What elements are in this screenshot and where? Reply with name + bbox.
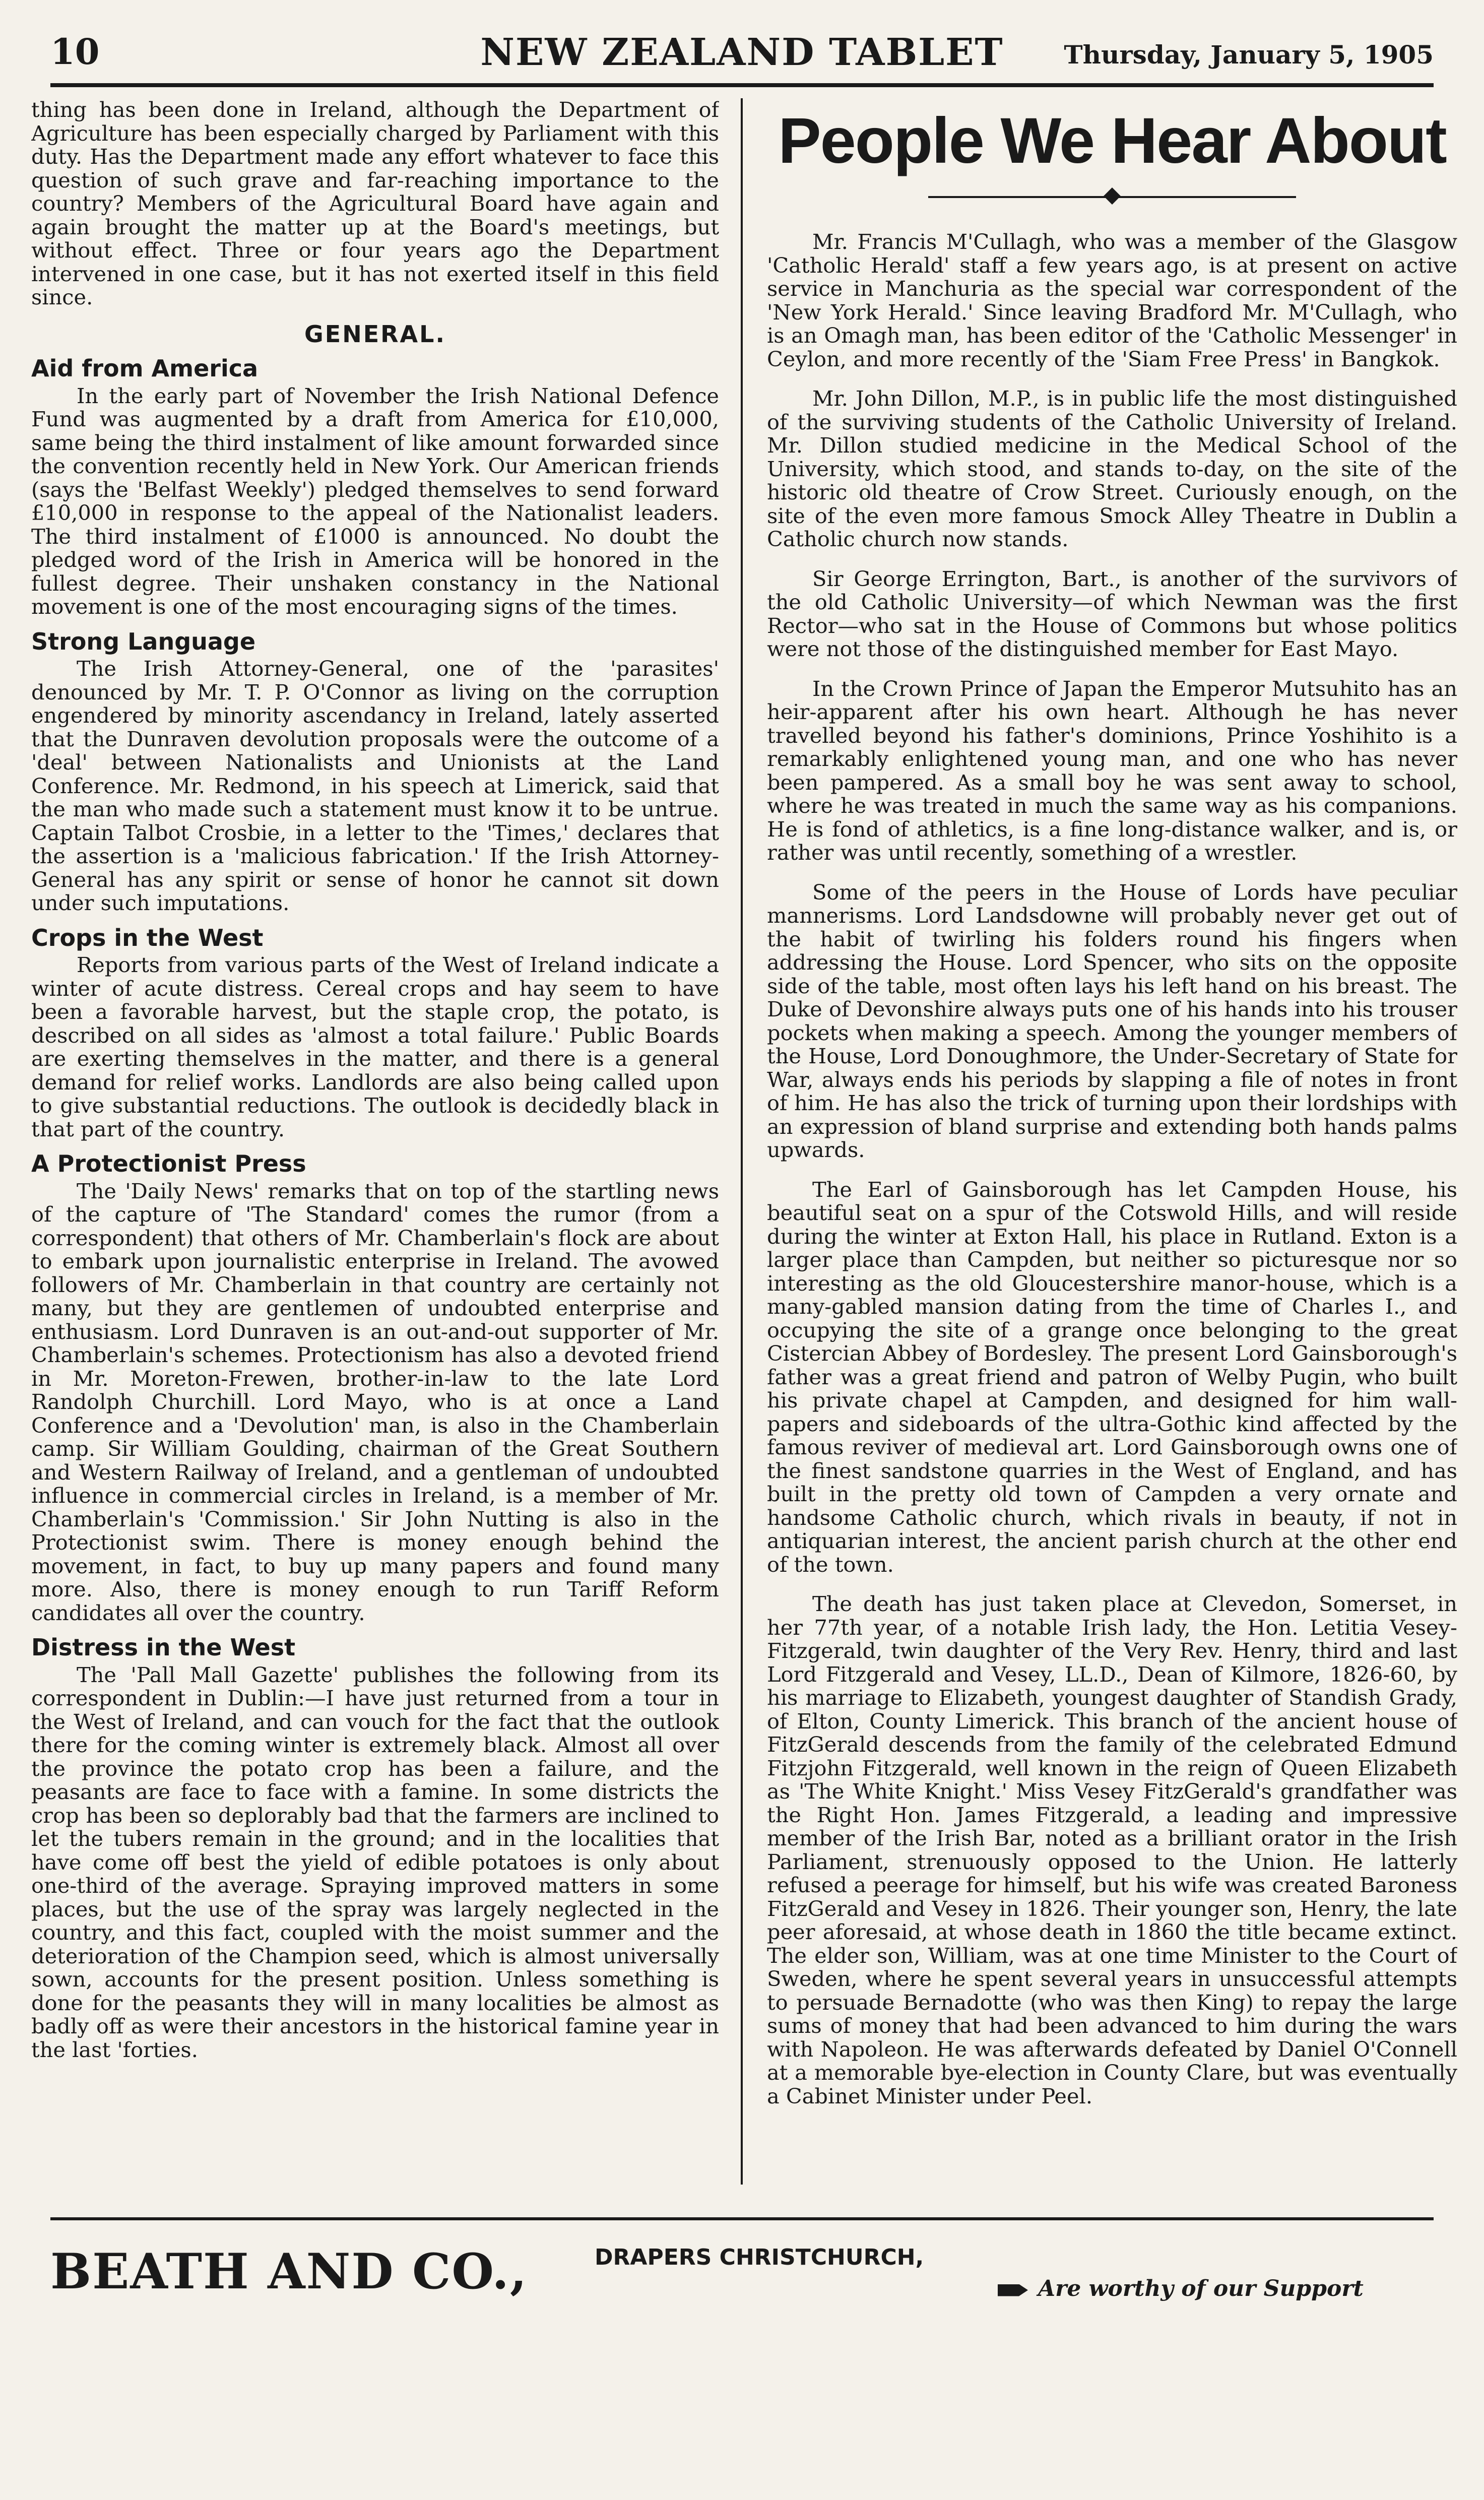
masthead — [50, 28, 1434, 87]
section-heading: A Protectionist Press — [31, 1150, 306, 1177]
people-paragraph: Some of the peers in the House of Lords have peculiar mannerisms. Lord Landsdowne will probably never get out of the habit of twirling his folders round his fingers when addressing the House. Lord Spencer, who sits on the opposite side of the table, most often lays his left hand on his breast. The Duke of Devonshire always puts one of his hands into his trouser pockets when making a speech. Among the younger members of the House, Lord Donoughmore, the Under-Secretary of State for War, always ends his periods by slapping a file of notes in front of him. He has also the trick of turning upon their lordships with an expression of bland surprise and extending both hands palms upwards. — [767, 879, 1457, 1162]
advertiser-name: BEATH AND CO., — [50, 2243, 528, 2300]
intro-paragraph: thing has been done in Ireland, although the Department of Agriculture has been especially charged by Parliament with this duty. Has the Department made any effort whatever to face this question of such grave and far-reaching importance to the country? Members of the Agricultural Board have again and again brought the matter up at the Board's meetings, but without effect. Three or four years ago the Department intervened in one case, but it has not exerted itself in this field since. — [31, 98, 719, 309]
advertisement-footer — [50, 2217, 1434, 2321]
diamond-icon — [1104, 187, 1121, 205]
advertiser-place: DRAPERS CHRISTCHURCH, — [595, 2245, 924, 2270]
section-heading: Aid from America — [31, 355, 259, 382]
article-paragraph: The Irish Attorney-General, one of the 'parasites' denounced by Mr. T. P. O'Connor as living on the corruption engendered by minority ascendancy in Ireland, lately asserted that the Dunraven devolution proposals were the outcome of a 'deal' between Nationalists and Unionists at the Land Conference. Mr. Redmond, in his speech at Limerick, said that the man who made such a statement must know it to be untrue. Captain Talbot Crosbie, in a letter to the 'Times,' declares that the assertion is a 'malicious fabrication.' If the Irish Attorney-General has any spirit or sense of honor he cannot sit down under such imputations. — [31, 656, 719, 915]
advertiser-slogan: Are worthy of our Support — [1038, 2276, 1364, 2301]
page-number: 10 — [50, 31, 100, 73]
people-paragraph: Sir George Errington, Bart., is another of the survivors of the old Catholic University—of which Newman was the first Rector—who sat in the House of Commons but whose politics were not those of the distinguished member for East Mayo. — [767, 566, 1457, 661]
right-column — [767, 98, 1457, 2185]
article-paragraph: The 'Pall Mall Gazette' publishes the following from its correspondent in Dublin:—I have just returned from a tour in the West of Ireland, and can vouch for the fact that the outlook there for the coming winter is extremely black. Almost all over the province the potato crop has been a failure, and the peasants are face to face with a famine. In some districts the crop has been so deplorably bad that the farmers are inclined to let the tubers remain in the ground; and in the localities that have come off best the yield of edible potatoes is only about one-third of the average. Spraying improved matters in some places, but the use of the spray was largely neglected in the country, and this fact, coupled with the moist summer and the deterioration of the Champion seed, which is almost universally sown, accounts for the present position. Unless something is done for the peasants they will in many localities be almost as badly off as were their ancestors in the historical famine year in the last 'forties. — [31, 1662, 719, 2062]
people-paragraph: Mr. Francis M'Cullagh, who was a member of the Glasgow 'Catholic Herald' staff a few years ago, is at present on active service in Manchuria as the special war correspondent of the 'New York Herald.' Since leaving Bradford Mr. M'Cullagh, who is an Omagh man, has been editor of the 'Catholic Messenger' in Ceylon, and more recently of the 'Siam Free Press' in Bangkok. — [767, 229, 1457, 371]
people-heading: People We Hear About — [778, 105, 1446, 177]
people-paragraph: In the Crown Prince of Japan the Emperor Mutsuhito has an heir-apparent after his own heart. Although he has never travelled beyond his father's dominions, Prince Yoshihito is a remarkably enlightened young man, and one who has never been pampered. As a small boy he was sent away to school, where he was treated in much the same way as his companions. He is fond of athletics, is a fine long-distance walker, and is, or rather was until recently, something of a wrestler. — [767, 676, 1457, 865]
general-heading: GENERAL. — [304, 320, 446, 348]
advertiser-slogan-line — [998, 2276, 1364, 2301]
article-paragraph: The 'Daily News' remarks that on top of the startling news of the capture of 'The Standard' comes the rumor (from a correspondent) that others of Mr. Chamberlain's flock are about to embark upon journalistic enterprise in Ireland. The avowed followers of Mr. Chamberlain in that country are certainly not many, but they are gentlemen of undoubted enterprise and enthusiasm. Lord Dunraven is an out-and-out supporter of Mr. Chamberlain's schemes. Protectionism has also a devoted friend in Mr. Moreton-Frewen, brother-in-law to the late Lord Randolph Churchill. Lord Mayo, who is at once a Land Conference and a 'Devolution' man, is also in the Chamberlain camp. Sir William Goulding, chairman of the Great Southern and Western Railway of Ireland, and a gentleman of undoubted influence in commercial circles in Ireland, is a member of Mr. Chamberlain's 'Commission.' Sir John Nutting is also in the Protectionist swim. There is money enough behind the movement, in fact, to buy up many papers and found many more. Also, there is money enough to run Tariff Reform candidates all over the country. — [31, 1178, 719, 1625]
section-heading: Distress in the West — [31, 1634, 296, 1661]
ornament-divider — [767, 182, 1457, 212]
article-paragraph: In the early part of November the Irish National Defence Fund was augmented by a draft from America for £10,000, same being the third instalment of like amount forwarded since the convention recently held in New York. Our American friends (says the 'Belfast Weekly') pledged themselves to send forward £10,000 in response to the appeal of the Nationalist leaders. The third instalment of £1000 is announced. No doubt the pledged word of the Irish in America will be honored in the fullest degree. Their unshaken constancy in the National movement is one of the most encouraging signs of the times. — [31, 383, 719, 619]
section-heading: Crops in the West — [31, 924, 264, 951]
people-paragraph: The death has just taken place at Clevedon, Somerset, in her 77th year, of a notable Irish lady, the Hon. Letitia Vesey-Fitzgerald, twin daughter of the Very Rev. Henry, third and last Lord Fitzgerald and Vesey, LL.D., Dean of Kilmore, 1826-60, by his marriage to Elizabeth, youngest daughter of Standish Grady, of Elton, County Limerick. This branch of the ancient house of FitzGerald descends from the family of the celebrated Edmund Fitzjohn Fitzgerald, well known in the reign of Queen Elizabeth as 'The White Knight.' Miss Vesey FitzGerald's grandfather was the Right Hon. James Fitzgerald, a leading and impressive member of the Irish Bar, noted as a brilliant orator in the Irish Parliament, strenuously opposed to the Union. He latterly refused a peerage for himself, but his wife was created Baroness FitzGerald and Vesey in 1826. Their younger son, Henry, the late peer aforesaid, at whose death in 1860 the title became extinct. The elder son, William, was at one time Minister to the Court of Sweden, where he spent several years in unsuccessful attempts to persuade Bernadotte (who was then King) to repay the large sums of money that had been advanced to him during the wars with Napoleon. He was afterwards defeated by Daniel O'Connell at a memorable bye-election in County Clare, but was eventually a Cabinet Minister under Peel. — [767, 1591, 1457, 2108]
column-divider — [741, 98, 743, 2185]
publication-title: NEW ZEALAND TABLET — [480, 31, 1004, 74]
left-column — [31, 98, 719, 2185]
pointing-hand-icon — [998, 2284, 1028, 2296]
section-heading: Strong Language — [31, 627, 256, 655]
people-paragraph: Mr. John Dillon, M.P., is in public life the most distinguished of the surviving students of the Catholic University of Ireland. Mr. Dillon studied medicine in the Medical School of the University, which stood, and stands to-day, on the site of the historic old theatre of Crow Street. Curiously enough, on the site of the even more famous Smock Alley Theatre in Dublin a Catholic church now stands. — [767, 386, 1457, 551]
issue-date: Thursday, January 5, 1905 — [1064, 40, 1434, 70]
article-paragraph: Reports from various parts of the West of Ireland indicate a winter of acute distress. Cereal crops and hay seem to have been a favorable harvest, but the staple crop, the potato, is described on all sides as 'almost a total failure.' Public Boards are exerting themselves in the matter, and there is a general demand for relief works. Landlords are also being called upon to give substantial reductions. The outlook is decidedly black in that part of the country. — [31, 952, 719, 1141]
people-paragraph: The Earl of Gainsborough has let Campden House, his beautiful seat on a spur of the Cotswold Hills, and will reside during the winter at Exton Hall, his place in Rutland. Exton is a larger place than Campden, but neither so picturesque nor so interesting as the old Gloucestershire manor-house, which is a many-gabled mansion dating from the time of Charles I., and occupying the site of a grange once belonging to the great Cistercian Abbey of Bordesley. The present Lord Gainsborough's father was a great friend and patron of Welby Pugin, who built his private chapel at Campden, and designed for him wall-papers and sideboards of the ultra-Gothic kind affected by the famous reviver of medieval art. Lord Gainsborough owns one of the finest sandstone quarries in the West of England, and has built in the pretty old town of Campden a very ornate and handsome Catholic church, which rivals in beauty, if not in antiquarian interest, the ancient parish church at the other end of the town. — [767, 1177, 1457, 1577]
